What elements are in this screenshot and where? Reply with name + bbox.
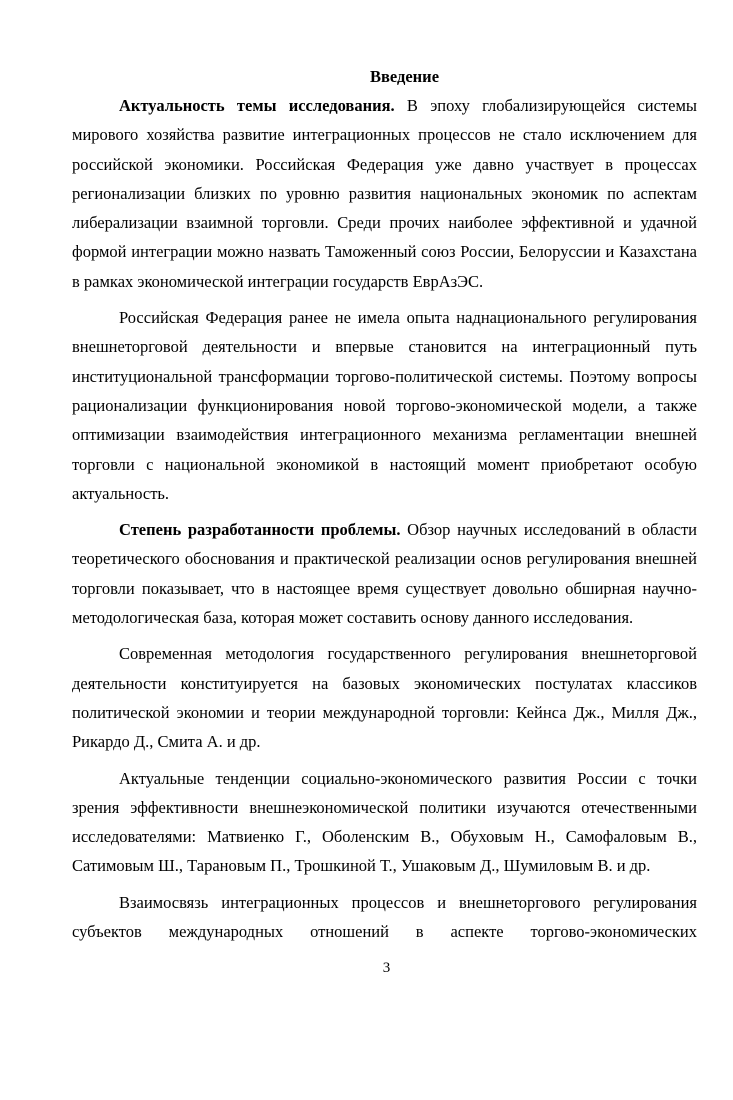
page-title: Введение — [369, 67, 440, 86]
paragraph-text: Актуальные тенденции социально-экономического развития России с точки зрения эффективности внешнеэкономической политики изучаются отечественными исследователями: Матвиенко Г., Оболенским В., Обуховым Н., Самофаловым В., Сатимовым Ш., Тарановым П., Трошкиной Т., Ушаковым Д., Шумиловым В. и др. — [72, 768, 697, 876]
paragraph-relationship — [72, 888, 697, 947]
paragraph-text: Обзор научных исследований в области теоретического обоснования и практической реализации основ регулирования внешней торговли показывает, что в настоящее время существует довольно обширная научно-методологическая база, которая может составить основу данного исследования. — [72, 520, 698, 628]
page-number: 3 — [382, 960, 391, 976]
paragraph-text: Российская Федерация ранее не имела опыта наднационального регулирования внешнеторговой деятельности и впервые становится на интеграционный путь институциональной трансформации торгово-политической системы. Поэтому вопросы рационализации функционирования новой торгово-экономической модели, а также оптимизации взаимодействия интеграционного механизма регламентации внешней торговли с национальной экономикой в настоящий момент приобретают особую актуальность. — [72, 308, 697, 503]
paragraph-federation — [72, 303, 697, 508]
paragraph-text: Современная методология государственного регулирования внешнеторговой деятельности конституируется на базовых экономических постулатах классиков политической экономии и теории международной торговли: Кейнса Дж., Милля Дж., Рикардо Д., Смита А. и др. — [72, 644, 697, 752]
paragraph-trends — [72, 764, 697, 881]
paragraph-text: В эпоху глобализирующейся системы мирового хозяйства развитие интеграционных процессов не стало исключением для российской экономики. Российская Федерация уже давно участвует в процессах регионализации близких по уровню развития национальных экономик по аспектам либерализации взаимной торговли. Среди прочих наиболее эффективной и удачной формой интеграции можно назвать Таможенный союз России, Белоруссии и Казахстана в рамках экономической интеграции государств ЕврАзЭС. — [72, 96, 697, 291]
paragraph-text: Взаимосвязь интеграционных процессов и внешнеторгового регулирования субъектов международных отношений в аспекте торгово-экономических — [72, 892, 697, 942]
document-page — [72, 62, 697, 946]
paragraph-lead: Степень разработанности проблемы. — [119, 520, 401, 540]
paragraph-development-degree — [72, 515, 697, 632]
paragraph-lead: Актуальность темы исследования. — [119, 96, 395, 115]
paragraph-methodology — [72, 639, 697, 756]
paragraph-relevance — [72, 91, 697, 296]
